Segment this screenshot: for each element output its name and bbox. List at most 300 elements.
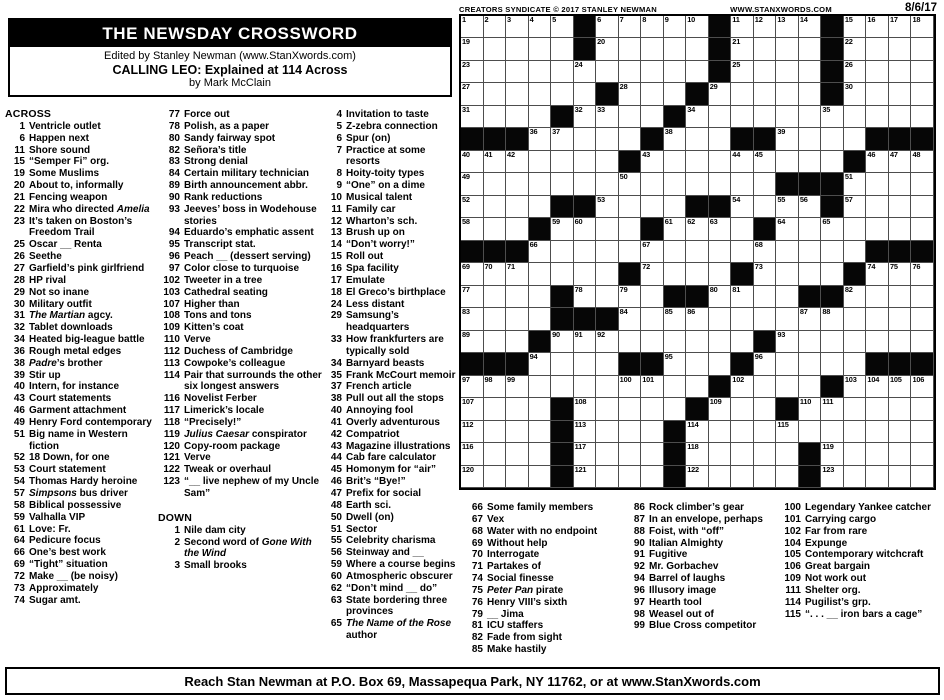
- grid-cell[interactable]: [709, 241, 732, 263]
- grid-cell[interactable]: [641, 331, 664, 353]
- grid-cell[interactable]: [731, 38, 754, 60]
- grid-cell[interactable]: [574, 218, 597, 240]
- grid-cell[interactable]: [889, 83, 912, 105]
- grid-cell[interactable]: [866, 398, 889, 420]
- grid-cell[interactable]: [709, 331, 732, 353]
- grid-cell[interactable]: [889, 286, 912, 308]
- grid-cell[interactable]: [686, 421, 709, 443]
- grid-cell[interactable]: [484, 286, 507, 308]
- grid-cell[interactable]: [889, 263, 912, 285]
- grid-cell[interactable]: [889, 61, 912, 83]
- grid-cell[interactable]: [484, 421, 507, 443]
- grid-cell[interactable]: [799, 353, 822, 375]
- grid-cell[interactable]: [776, 196, 799, 218]
- grid-cell[interactable]: [754, 173, 777, 195]
- grid-cell[interactable]: [619, 38, 642, 60]
- grid-cell[interactable]: [529, 16, 552, 38]
- grid-cell[interactable]: [776, 286, 799, 308]
- grid-cell[interactable]: [529, 38, 552, 60]
- grid-cell[interactable]: [799, 106, 822, 128]
- grid-cell[interactable]: [574, 173, 597, 195]
- grid-cell[interactable]: [529, 353, 552, 375]
- grid-cell[interactable]: [731, 151, 754, 173]
- grid-cell[interactable]: [866, 263, 889, 285]
- grid-cell[interactable]: [619, 16, 642, 38]
- grid-cell[interactable]: [619, 376, 642, 398]
- grid-cell[interactable]: [596, 398, 619, 420]
- grid-cell[interactable]: [506, 173, 529, 195]
- grid-cell[interactable]: [776, 38, 799, 60]
- grid-cell[interactable]: [686, 218, 709, 240]
- grid-cell[interactable]: [641, 61, 664, 83]
- grid-cell[interactable]: [484, 151, 507, 173]
- grid-cell[interactable]: [889, 443, 912, 465]
- grid-cell[interactable]: [866, 443, 889, 465]
- grid-cell[interactable]: [731, 83, 754, 105]
- grid-cell[interactable]: [844, 376, 867, 398]
- grid-cell[interactable]: [889, 398, 912, 420]
- grid-cell[interactable]: [686, 308, 709, 330]
- grid-cell[interactable]: [461, 196, 484, 218]
- grid-cell[interactable]: [776, 263, 799, 285]
- grid-cell[interactable]: [866, 61, 889, 83]
- grid-cell[interactable]: [709, 421, 732, 443]
- grid-cell[interactable]: [484, 61, 507, 83]
- grid-cell[interactable]: [866, 421, 889, 443]
- grid-cell[interactable]: [709, 398, 732, 420]
- grid-cell[interactable]: [889, 38, 912, 60]
- grid-cell[interactable]: [664, 16, 687, 38]
- grid-cell[interactable]: [686, 61, 709, 83]
- grid-cell[interactable]: [484, 106, 507, 128]
- grid-cell[interactable]: [844, 421, 867, 443]
- grid-cell[interactable]: [866, 466, 889, 488]
- grid-cell[interactable]: [506, 218, 529, 240]
- grid-cell[interactable]: [709, 106, 732, 128]
- grid-cell[interactable]: [484, 331, 507, 353]
- grid-cell[interactable]: [754, 376, 777, 398]
- grid-cell[interactable]: [866, 286, 889, 308]
- grid-cell[interactable]: [506, 443, 529, 465]
- grid-cell[interactable]: [754, 151, 777, 173]
- grid-cell[interactable]: [551, 218, 574, 240]
- grid-cell[interactable]: [844, 241, 867, 263]
- grid-cell[interactable]: [866, 376, 889, 398]
- grid-cell[interactable]: [619, 286, 642, 308]
- grid-cell[interactable]: [731, 106, 754, 128]
- grid-cell[interactable]: [776, 466, 799, 488]
- grid-cell[interactable]: [911, 286, 934, 308]
- grid-cell[interactable]: [461, 106, 484, 128]
- grid-cell[interactable]: [866, 196, 889, 218]
- grid-cell[interactable]: [664, 331, 687, 353]
- grid-cell[interactable]: [754, 308, 777, 330]
- grid-cell[interactable]: [799, 151, 822, 173]
- grid-cell[interactable]: [799, 83, 822, 105]
- grid-cell[interactable]: [889, 106, 912, 128]
- grid-cell[interactable]: [799, 196, 822, 218]
- grid-cell[interactable]: [776, 241, 799, 263]
- grid-cell[interactable]: [911, 421, 934, 443]
- grid-cell[interactable]: [799, 16, 822, 38]
- grid-cell[interactable]: [686, 128, 709, 150]
- grid-cell[interactable]: [686, 353, 709, 375]
- grid-cell[interactable]: [461, 443, 484, 465]
- grid-cell[interactable]: [754, 106, 777, 128]
- grid-cell[interactable]: [461, 61, 484, 83]
- grid-cell[interactable]: [911, 196, 934, 218]
- grid-cell[interactable]: [844, 443, 867, 465]
- grid-cell[interactable]: [619, 218, 642, 240]
- grid-cell[interactable]: [506, 106, 529, 128]
- grid-cell[interactable]: [709, 151, 732, 173]
- grid-cell[interactable]: [821, 466, 844, 488]
- grid-cell[interactable]: [776, 83, 799, 105]
- grid-cell[interactable]: [664, 151, 687, 173]
- grid-cell[interactable]: [529, 128, 552, 150]
- grid-cell[interactable]: [551, 83, 574, 105]
- grid-cell[interactable]: [821, 398, 844, 420]
- grid-cell[interactable]: [596, 263, 619, 285]
- grid-cell[interactable]: [484, 218, 507, 240]
- grid-cell[interactable]: [551, 376, 574, 398]
- grid-cell[interactable]: [596, 128, 619, 150]
- grid-cell[interactable]: [776, 308, 799, 330]
- grid-cell[interactable]: [754, 466, 777, 488]
- grid-cell[interactable]: [754, 443, 777, 465]
- grid-cell[interactable]: [731, 241, 754, 263]
- grid-cell[interactable]: [821, 331, 844, 353]
- grid-cell[interactable]: [664, 263, 687, 285]
- grid-cell[interactable]: [574, 106, 597, 128]
- grid-cell[interactable]: [506, 263, 529, 285]
- grid-cell[interactable]: [911, 106, 934, 128]
- grid-cell[interactable]: [461, 376, 484, 398]
- grid-cell[interactable]: [844, 106, 867, 128]
- grid-cell[interactable]: [709, 218, 732, 240]
- grid-cell[interactable]: [664, 241, 687, 263]
- grid-cell[interactable]: [551, 151, 574, 173]
- grid-cell[interactable]: [529, 421, 552, 443]
- grid-cell[interactable]: [461, 398, 484, 420]
- grid-cell[interactable]: [529, 241, 552, 263]
- grid-cell[interactable]: [731, 16, 754, 38]
- grid-cell[interactable]: [844, 128, 867, 150]
- grid-cell[interactable]: [596, 106, 619, 128]
- grid-cell[interactable]: [619, 466, 642, 488]
- grid-cell[interactable]: [641, 398, 664, 420]
- grid-cell[interactable]: [821, 128, 844, 150]
- grid-cell[interactable]: [506, 376, 529, 398]
- grid-cell[interactable]: [596, 196, 619, 218]
- grid-cell[interactable]: [866, 38, 889, 60]
- grid-cell[interactable]: [529, 376, 552, 398]
- grid-cell[interactable]: [574, 263, 597, 285]
- grid-cell[interactable]: [686, 376, 709, 398]
- grid-cell[interactable]: [664, 308, 687, 330]
- grid-cell[interactable]: [844, 286, 867, 308]
- grid-cell[interactable]: [574, 241, 597, 263]
- grid-cell[interactable]: [821, 151, 844, 173]
- grid-cell[interactable]: [574, 466, 597, 488]
- grid-cell[interactable]: [574, 331, 597, 353]
- grid-cell[interactable]: [731, 173, 754, 195]
- grid-cell[interactable]: [889, 331, 912, 353]
- grid-cell[interactable]: [731, 376, 754, 398]
- grid-cell[interactable]: [709, 353, 732, 375]
- grid-cell[interactable]: [641, 241, 664, 263]
- grid-cell[interactable]: [844, 353, 867, 375]
- grid-cell[interactable]: [664, 38, 687, 60]
- grid-cell[interactable]: [821, 443, 844, 465]
- grid-cell[interactable]: [866, 331, 889, 353]
- grid-cell[interactable]: [866, 106, 889, 128]
- grid-cell[interactable]: [911, 16, 934, 38]
- grid-cell[interactable]: [844, 173, 867, 195]
- grid-cell[interactable]: [754, 421, 777, 443]
- grid-cell[interactable]: [889, 466, 912, 488]
- grid-cell[interactable]: [821, 353, 844, 375]
- grid-cell[interactable]: [776, 376, 799, 398]
- grid-cell[interactable]: [776, 16, 799, 38]
- grid-cell[interactable]: [596, 443, 619, 465]
- grid-cell[interactable]: [484, 376, 507, 398]
- grid-cell[interactable]: [754, 83, 777, 105]
- grid-cell[interactable]: [844, 398, 867, 420]
- grid-cell[interactable]: [619, 128, 642, 150]
- grid-cell[interactable]: [506, 466, 529, 488]
- grid-cell[interactable]: [641, 16, 664, 38]
- grid-cell[interactable]: [484, 83, 507, 105]
- grid-cell[interactable]: [529, 443, 552, 465]
- grid-cell[interactable]: [799, 61, 822, 83]
- grid-cell[interactable]: [506, 331, 529, 353]
- grid-cell[interactable]: [731, 308, 754, 330]
- grid-cell[interactable]: [889, 308, 912, 330]
- grid-cell[interactable]: [664, 83, 687, 105]
- grid-cell[interactable]: [596, 421, 619, 443]
- grid-cell[interactable]: [574, 421, 597, 443]
- grid-cell[interactable]: [776, 218, 799, 240]
- grid-cell[interactable]: [574, 83, 597, 105]
- grid-cell[interactable]: [709, 263, 732, 285]
- grid-cell[interactable]: [709, 128, 732, 150]
- grid-cell[interactable]: [754, 38, 777, 60]
- grid-cell[interactable]: [754, 16, 777, 38]
- grid-cell[interactable]: [529, 61, 552, 83]
- grid-cell[interactable]: [686, 38, 709, 60]
- grid-cell[interactable]: [664, 128, 687, 150]
- grid-cell[interactable]: [484, 466, 507, 488]
- grid-cell[interactable]: [731, 61, 754, 83]
- grid-cell[interactable]: [596, 466, 619, 488]
- grid-cell[interactable]: [911, 331, 934, 353]
- grid-cell[interactable]: [866, 308, 889, 330]
- grid-cell[interactable]: [911, 83, 934, 105]
- grid-cell[interactable]: [754, 286, 777, 308]
- grid-cell[interactable]: [776, 128, 799, 150]
- grid-cell[interactable]: [484, 398, 507, 420]
- grid-cell[interactable]: [529, 196, 552, 218]
- grid-cell[interactable]: [754, 196, 777, 218]
- grid-cell[interactable]: [596, 286, 619, 308]
- grid-cell[interactable]: [799, 128, 822, 150]
- grid-cell[interactable]: [799, 421, 822, 443]
- grid-cell[interactable]: [686, 16, 709, 38]
- grid-cell[interactable]: [776, 331, 799, 353]
- grid-cell[interactable]: [799, 38, 822, 60]
- grid-cell[interactable]: [844, 466, 867, 488]
- grid-cell[interactable]: [664, 218, 687, 240]
- grid-cell[interactable]: [461, 286, 484, 308]
- grid-cell[interactable]: [619, 241, 642, 263]
- grid-cell[interactable]: [641, 376, 664, 398]
- grid-cell[interactable]: [709, 83, 732, 105]
- grid-cell[interactable]: [551, 263, 574, 285]
- grid-cell[interactable]: [844, 331, 867, 353]
- grid-cell[interactable]: [484, 443, 507, 465]
- grid-cell[interactable]: [686, 173, 709, 195]
- grid-cell[interactable]: [529, 173, 552, 195]
- grid-cell[interactable]: [596, 173, 619, 195]
- grid-cell[interactable]: [574, 353, 597, 375]
- grid-cell[interactable]: [484, 38, 507, 60]
- grid-cell[interactable]: [484, 196, 507, 218]
- grid-cell[interactable]: [709, 173, 732, 195]
- grid-cell[interactable]: [686, 443, 709, 465]
- grid-cell[interactable]: [551, 38, 574, 60]
- grid-cell[interactable]: [506, 151, 529, 173]
- grid-cell[interactable]: [731, 421, 754, 443]
- grid-cell[interactable]: [574, 443, 597, 465]
- grid-cell[interactable]: [911, 173, 934, 195]
- grid-cell[interactable]: [776, 61, 799, 83]
- grid-cell[interactable]: [529, 106, 552, 128]
- grid-cell[interactable]: [529, 466, 552, 488]
- grid-cell[interactable]: [506, 286, 529, 308]
- grid-cell[interactable]: [709, 443, 732, 465]
- grid-cell[interactable]: [776, 106, 799, 128]
- grid-cell[interactable]: [776, 353, 799, 375]
- grid-cell[interactable]: [821, 218, 844, 240]
- grid-cell[interactable]: [551, 331, 574, 353]
- grid-cell[interactable]: [506, 38, 529, 60]
- grid-cell[interactable]: [551, 61, 574, 83]
- grid-cell[interactable]: [911, 263, 934, 285]
- grid-cell[interactable]: [709, 308, 732, 330]
- grid-cell[interactable]: [641, 308, 664, 330]
- grid-cell[interactable]: [619, 61, 642, 83]
- grid-cell[interactable]: [461, 263, 484, 285]
- grid-cell[interactable]: [799, 331, 822, 353]
- grid-cell[interactable]: [911, 443, 934, 465]
- grid-cell[interactable]: [664, 173, 687, 195]
- grid-cell[interactable]: [529, 151, 552, 173]
- grid-cell[interactable]: [506, 16, 529, 38]
- grid-cell[interactable]: [484, 173, 507, 195]
- grid-cell[interactable]: [821, 263, 844, 285]
- grid-cell[interactable]: [889, 421, 912, 443]
- grid-cell[interactable]: [551, 16, 574, 38]
- grid-cell[interactable]: [596, 241, 619, 263]
- grid-cell[interactable]: [911, 398, 934, 420]
- grid-cell[interactable]: [911, 466, 934, 488]
- grid-cell[interactable]: [641, 466, 664, 488]
- grid-cell[interactable]: [551, 353, 574, 375]
- grid-cell[interactable]: [574, 61, 597, 83]
- grid-cell[interactable]: [506, 196, 529, 218]
- grid-cell[interactable]: [574, 151, 597, 173]
- grid-cell[interactable]: [641, 286, 664, 308]
- grid-cell[interactable]: [844, 16, 867, 38]
- grid-cell[interactable]: [461, 421, 484, 443]
- grid-cell[interactable]: [664, 353, 687, 375]
- grid-cell[interactable]: [641, 443, 664, 465]
- grid-cell[interactable]: [506, 398, 529, 420]
- grid-cell[interactable]: [889, 196, 912, 218]
- grid-cell[interactable]: [619, 173, 642, 195]
- grid-cell[interactable]: [686, 106, 709, 128]
- grid-cell[interactable]: [619, 398, 642, 420]
- grid-cell[interactable]: [619, 196, 642, 218]
- grid-cell[interactable]: [664, 196, 687, 218]
- grid-cell[interactable]: [866, 83, 889, 105]
- grid-cell[interactable]: [596, 353, 619, 375]
- grid-cell[interactable]: [641, 263, 664, 285]
- grid-cell[interactable]: [461, 466, 484, 488]
- grid-cell[interactable]: [506, 421, 529, 443]
- grid-cell[interactable]: [776, 421, 799, 443]
- grid-cell[interactable]: [799, 218, 822, 240]
- grid-cell[interactable]: [619, 83, 642, 105]
- grid-cell[interactable]: [574, 128, 597, 150]
- grid-cell[interactable]: [461, 16, 484, 38]
- grid-cell[interactable]: [596, 16, 619, 38]
- grid-cell[interactable]: [664, 398, 687, 420]
- grid-cell[interactable]: [529, 398, 552, 420]
- grid-cell[interactable]: [821, 308, 844, 330]
- grid-cell[interactable]: [506, 61, 529, 83]
- grid-cell[interactable]: [799, 376, 822, 398]
- grid-cell[interactable]: [686, 331, 709, 353]
- grid-cell[interactable]: [731, 196, 754, 218]
- grid-cell[interactable]: [686, 263, 709, 285]
- grid-cell[interactable]: [844, 196, 867, 218]
- grid-cell[interactable]: [889, 218, 912, 240]
- grid-cell[interactable]: [551, 241, 574, 263]
- grid-cell[interactable]: [889, 376, 912, 398]
- grid-cell[interactable]: [821, 106, 844, 128]
- grid-cell[interactable]: [911, 308, 934, 330]
- grid-cell[interactable]: [709, 286, 732, 308]
- grid-cell[interactable]: [506, 308, 529, 330]
- grid-cell[interactable]: [596, 38, 619, 60]
- grid-cell[interactable]: [799, 308, 822, 330]
- grid-cell[interactable]: [461, 218, 484, 240]
- grid-cell[interactable]: [799, 263, 822, 285]
- grid-cell[interactable]: [506, 83, 529, 105]
- grid-cell[interactable]: [911, 376, 934, 398]
- grid-cell[interactable]: [461, 308, 484, 330]
- grid-cell[interactable]: [619, 421, 642, 443]
- grid-cell[interactable]: [889, 151, 912, 173]
- grid-cell[interactable]: [889, 173, 912, 195]
- grid-cell[interactable]: [574, 376, 597, 398]
- grid-cell[interactable]: [844, 83, 867, 105]
- grid-cell[interactable]: [484, 16, 507, 38]
- grid-cell[interactable]: [619, 308, 642, 330]
- grid-cell[interactable]: [866, 151, 889, 173]
